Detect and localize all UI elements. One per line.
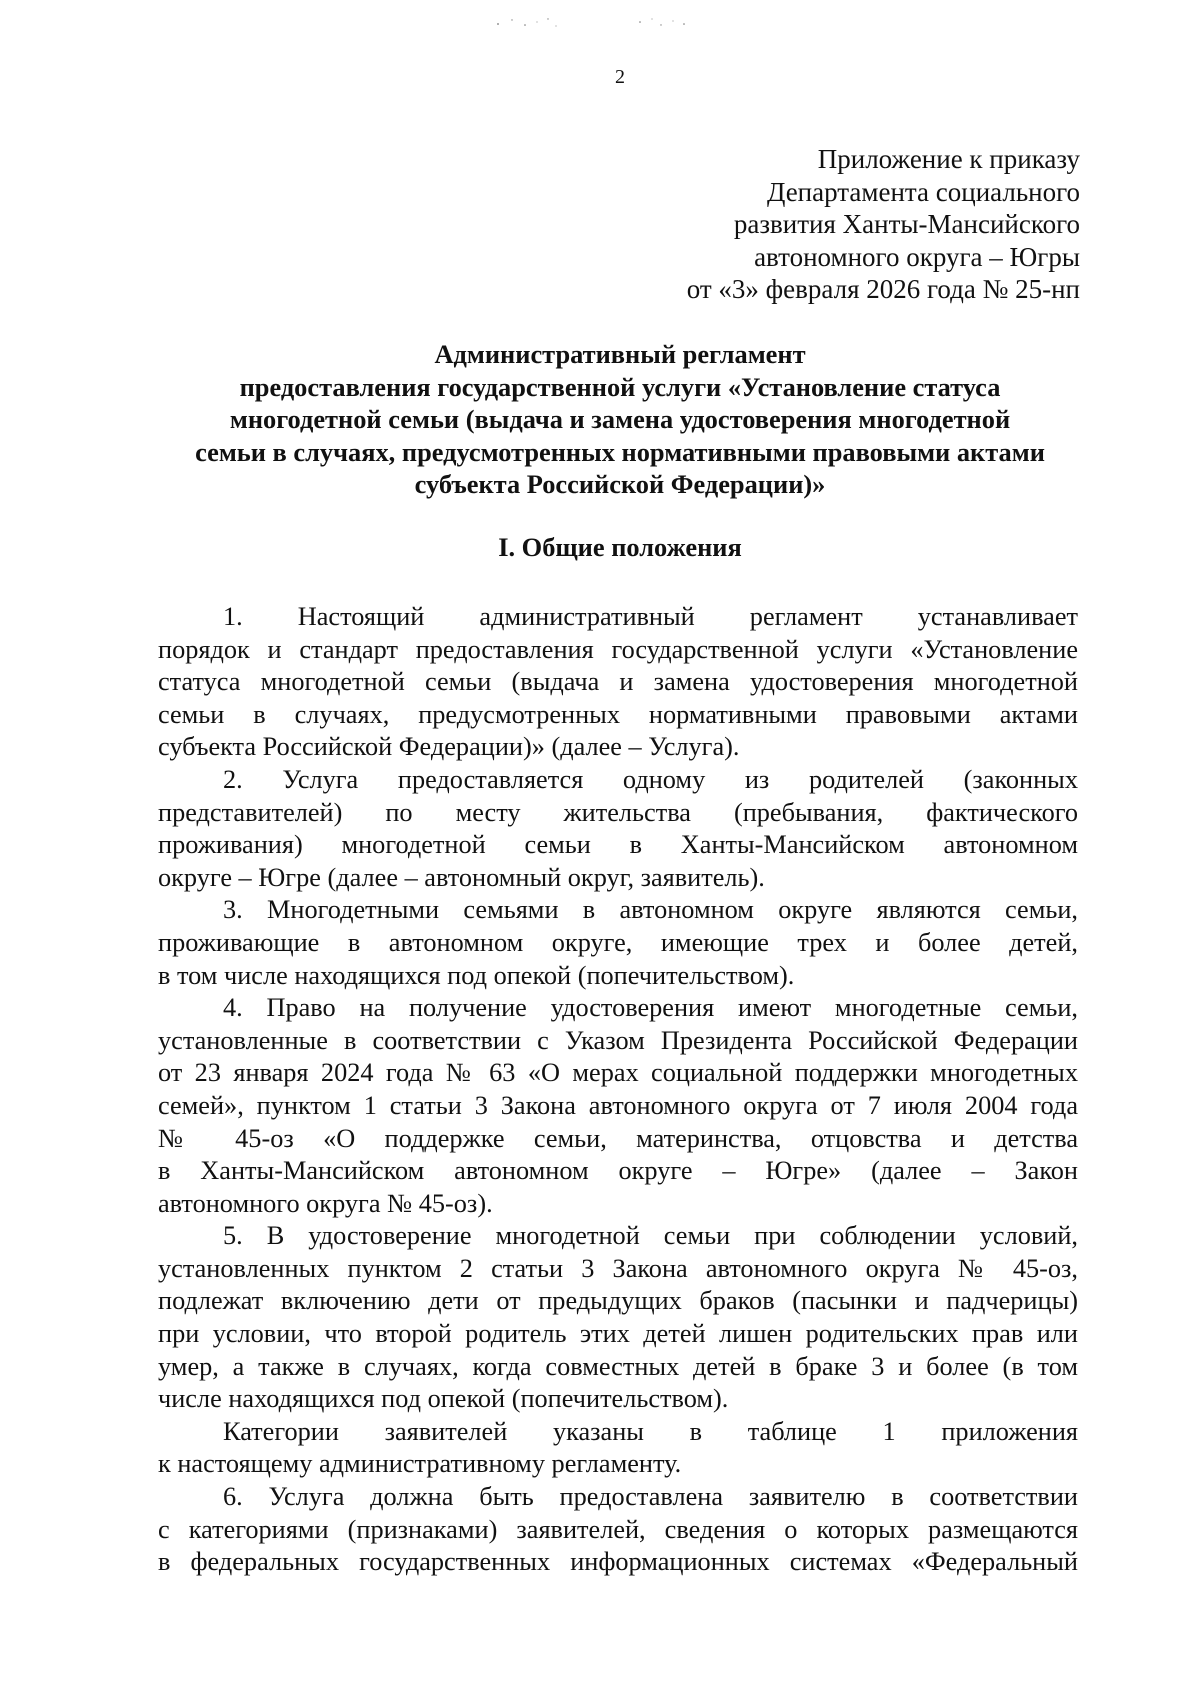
- paragraph-5-line: при условии, что второй родитель этих детей лишен родительских прав или: [158, 1319, 1078, 1349]
- paragraph-5-line: числе находящихся под опекой (попечительством).: [158, 1384, 729, 1414]
- paragraph-2-line: 2. Услуга предоставляется одному из родителей (законных: [223, 764, 1078, 794]
- paragraph-4-line: автономного округа № 45-оз).: [158, 1188, 493, 1218]
- section-heading: I. Общие положения: [498, 532, 742, 562]
- paragraph-1-line: семьи в случаях, предусмотренных нормативными правовыми актами: [158, 699, 1078, 729]
- paragraph-4-line: от 23 января 2024 года № 63 «О мерах социальной поддержки многодетных: [158, 1058, 1078, 1088]
- title-line: предоставления государственной услуги «Установление статуса: [239, 371, 1001, 402]
- appendix-line: от «3» февраля 2026 года № 25-нп: [686, 274, 1080, 304]
- paragraph-2-line: округе – Югре (далее – автономный округ, заявитель).: [158, 862, 765, 892]
- paragraph-3-line: в том числе находящихся под опекой (попечительством).: [158, 960, 795, 990]
- appendix-line: Приложение к приказу: [817, 144, 1080, 174]
- paragraph-3-line: проживающие в автономном округе, имеющие трех и более детей,: [158, 927, 1078, 957]
- paragraph-6-line: в федеральных государственных информационных системах «Федеральный: [158, 1547, 1078, 1577]
- paragraph-4-line: № 45-оз «О поддержке семьи, материнства, отцовства и детства: [158, 1123, 1078, 1153]
- appendix-line: автономного округа – Югры: [754, 241, 1080, 272]
- paragraph-4-line: семей», пунктом 1 статьи 3 Закона автономного округа от 7 июля 2004 года: [158, 1090, 1078, 1120]
- paragraph-4-line: 4. Право на получение удостоверения имеют многодетные семьи,: [223, 993, 1078, 1023]
- categories-paragraph-line: Категории заявителей указаны в таблице 1 приложения: [223, 1416, 1078, 1446]
- paragraph-5-line: 5. В удостоверение многодетной семьи при соблюдении условий,: [223, 1221, 1078, 1251]
- paragraph-3-line: 3. Многодетными семьями в автономном округе являются семьи,: [223, 895, 1078, 925]
- paragraph-5-line: установленных пунктом 2 статьи 3 Закона автономного округа № 45-оз,: [158, 1253, 1078, 1283]
- title-line: субъекта Российской Федерации)»: [414, 469, 826, 499]
- appendix-line: развития Ханты-Мансийского: [733, 209, 1080, 239]
- paragraph-2-line: проживания) многодетной семьи в Ханты-Мансийском автономном: [158, 830, 1078, 860]
- title-line: многодетной семьи (выдача и замена удостоверения многодетной: [229, 404, 1011, 434]
- page-number: 2: [615, 66, 625, 88]
- appendix-reference-block: [560, 143, 1080, 306]
- paragraph-1-line: 1. Настоящий административный регламент устанавливает: [223, 602, 1078, 631]
- title-line: Административный регламент: [434, 339, 806, 369]
- paragraph-5-line: подлежат включению дети от предыдущих браков (пасынки и падчерицы): [158, 1286, 1078, 1316]
- paragraph-6-line: с категориями (признаками) заявителей, сведения о которых размещаются: [158, 1514, 1078, 1544]
- paragraph-4-line: в Ханты-Мансийском автономном округе – Югре» (далее – Закон: [158, 1156, 1078, 1186]
- paragraph-5-line: умер, а также в случаях, когда совместных детей в браке 3 и более (в том: [158, 1351, 1078, 1381]
- body-text: [158, 601, 1078, 1579]
- paragraph-1-line: статуса многодетной семьи (выдача и замена удостоверения многодетной: [158, 667, 1078, 697]
- scan-speckle-marks: [490, 10, 710, 34]
- categories-paragraph-line: к настоящему административному регламенту.: [158, 1449, 682, 1479]
- paragraph-6-line: 6. Услуга должна быть предоставлена заявителю в соответствии: [223, 1482, 1078, 1512]
- title-line: семьи в случаях, предусмотренных нормативными правовыми актами: [195, 436, 1045, 467]
- document-title: [155, 338, 1085, 501]
- paragraph-4-line: установленные в соответствии с Указом Президента Российской Федерации: [158, 1025, 1078, 1055]
- paragraph-1-line: порядок и стандарт предоставления государственной услуги «Установление: [158, 634, 1078, 664]
- paragraph-2-line: представителей) по месту жительства (пребывания, фактического: [158, 797, 1078, 827]
- paragraph-1-line: субъекта Российской Федерации)» (далее – Услуга).: [158, 732, 740, 762]
- appendix-line: Департамента социального: [766, 176, 1080, 207]
